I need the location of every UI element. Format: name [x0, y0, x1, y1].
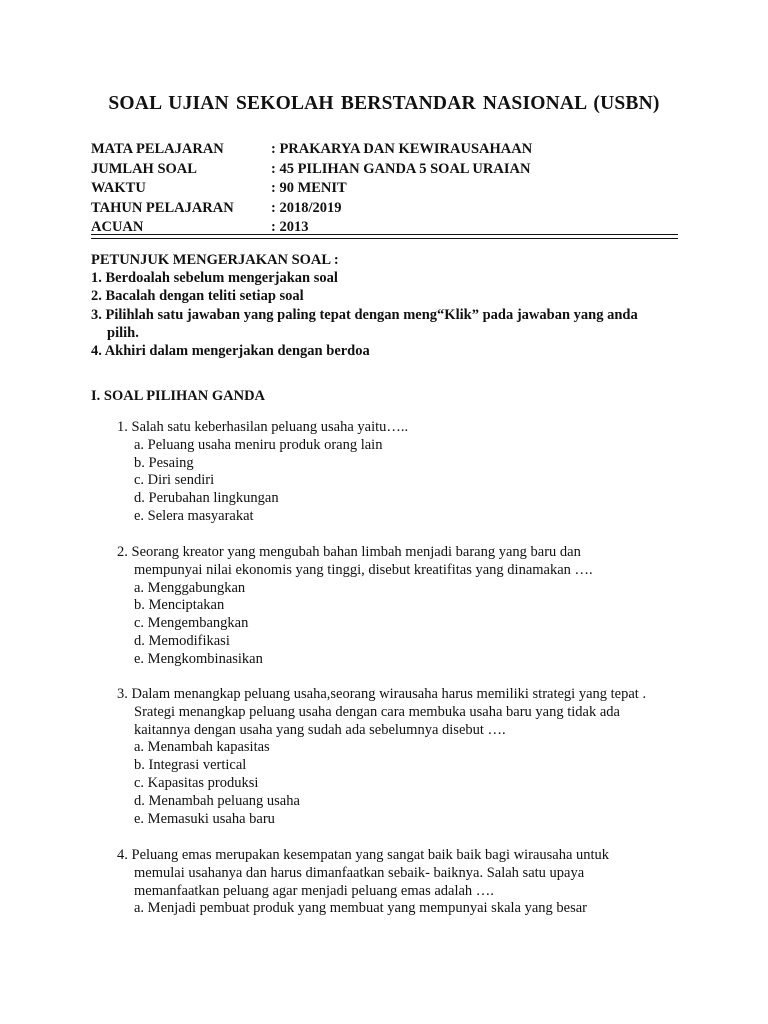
- answer-option[interactable]: d. Memodifikasi: [134, 632, 230, 649]
- question-text: memulai usahanya dan harus dimanfaatkan sebaik- baiknya. Salah satu upaya: [134, 864, 585, 881]
- question-text: 3. Dalam menangkap peluang usaha,seorang wirausaha harus memiliki strategi yang tepat .: [117, 686, 647, 702]
- answer-option[interactable]: a. Menambah kapasitas: [134, 739, 270, 756]
- info-value: : PRAKARYA DAN KEWIRAUSAHAAN: [271, 141, 533, 157]
- info-key: JUMLAH SOAL: [91, 160, 197, 177]
- answer-option[interactable]: a. Menjadi pembuat produk yang membuat yang mempunyai skala yang besar: [134, 900, 587, 917]
- section-heading: I. SOAL PILIHAN GANDA: [91, 388, 266, 404]
- answer-option[interactable]: c. Diri sendiri: [134, 472, 215, 489]
- instructions-block: [91, 251, 681, 360]
- question-2: [117, 544, 697, 669]
- info-value: : 45 PILIHAN GANDA 5 SOAL URAIAN: [271, 160, 531, 177]
- question-text: 4. Peluang emas merupakan kesempatan yang sangat baik baik bagi wirausaha untuk: [117, 847, 610, 863]
- answer-option[interactable]: c. Kapasitas produksi: [134, 774, 259, 791]
- instruction-item-continued: pilih.: [107, 324, 139, 341]
- divider-line: [91, 238, 678, 239]
- info-value: : 90 MENIT: [271, 180, 347, 196]
- instruction-item: 3. Pilihlah satu jawaban yang paling tepat dengan meng“Klik” pada jawaban yang anda: [91, 306, 638, 323]
- question-text: Srategi menangkap peluang usaha dengan cara membuka usaha baru yang tidak ada: [134, 703, 620, 720]
- answer-option[interactable]: e. Mengkombinasikan: [134, 650, 263, 667]
- question-text: mempunyai nilai ekonomis yang tinggi, disebut kreatifitas yang dinamakan ….: [134, 561, 593, 578]
- answer-option[interactable]: d. Perubahan lingkungan: [134, 490, 279, 507]
- question-text: kaitannya dengan usaha yang sudah ada sebelumnya disebut ….: [134, 721, 506, 738]
- instruction-item: 1. Berdoalah sebelum mengerjakan soal: [91, 270, 338, 287]
- answer-option[interactable]: e. Selera masyarakat: [134, 507, 254, 524]
- question-text: 2. Seorang kreator yang mengubah bahan limbah menjadi barang yang baru dan: [117, 544, 581, 560]
- info-key: TAHUN PELAJARAN: [91, 199, 234, 216]
- instruction-item: 2. Bacalah dengan teliti setiap soal: [91, 288, 304, 305]
- info-value: : 2018/2019: [271, 199, 342, 216]
- answer-option[interactable]: e. Memasuki usaha baru: [134, 810, 275, 827]
- question-1: [117, 419, 697, 526]
- question-3: [117, 686, 697, 828]
- answer-option[interactable]: b. Pesaing: [134, 454, 194, 471]
- answer-option[interactable]: b. Menciptakan: [134, 597, 225, 614]
- answer-option[interactable]: c. Mengembangkan: [134, 615, 249, 632]
- question-text: 1. Salah satu keberhasilan peluang usaha yaitu…..: [117, 419, 409, 435]
- document-title: SOAL UJIAN SEKOLAH BERSTANDAR NASIONAL (USBN): [108, 93, 660, 114]
- answer-option[interactable]: a. Peluang usaha meniru produk orang lain: [134, 436, 383, 453]
- info-key: WAKTU: [91, 180, 146, 196]
- answer-option[interactable]: a. Menggabungkan: [134, 579, 246, 596]
- divider-line: [91, 234, 678, 235]
- info-key: ACUAN: [91, 219, 144, 235]
- answer-option[interactable]: d. Menambah peluang usaha: [134, 792, 300, 809]
- answer-option[interactable]: b. Integrasi vertical: [134, 757, 247, 774]
- instruction-item: 4. Akhiri dalam mengerjakan dengan berdoa: [91, 343, 370, 360]
- info-key: MATA PELAJARAN: [91, 141, 224, 157]
- instructions-heading: PETUNJUK MENGERJAKAN SOAL :: [91, 252, 339, 268]
- question-text: memanfaatkan peluang agar menjadi peluang emas adalah ….: [134, 882, 494, 899]
- info-value: : 2013: [271, 219, 309, 235]
- question-4: [117, 847, 697, 918]
